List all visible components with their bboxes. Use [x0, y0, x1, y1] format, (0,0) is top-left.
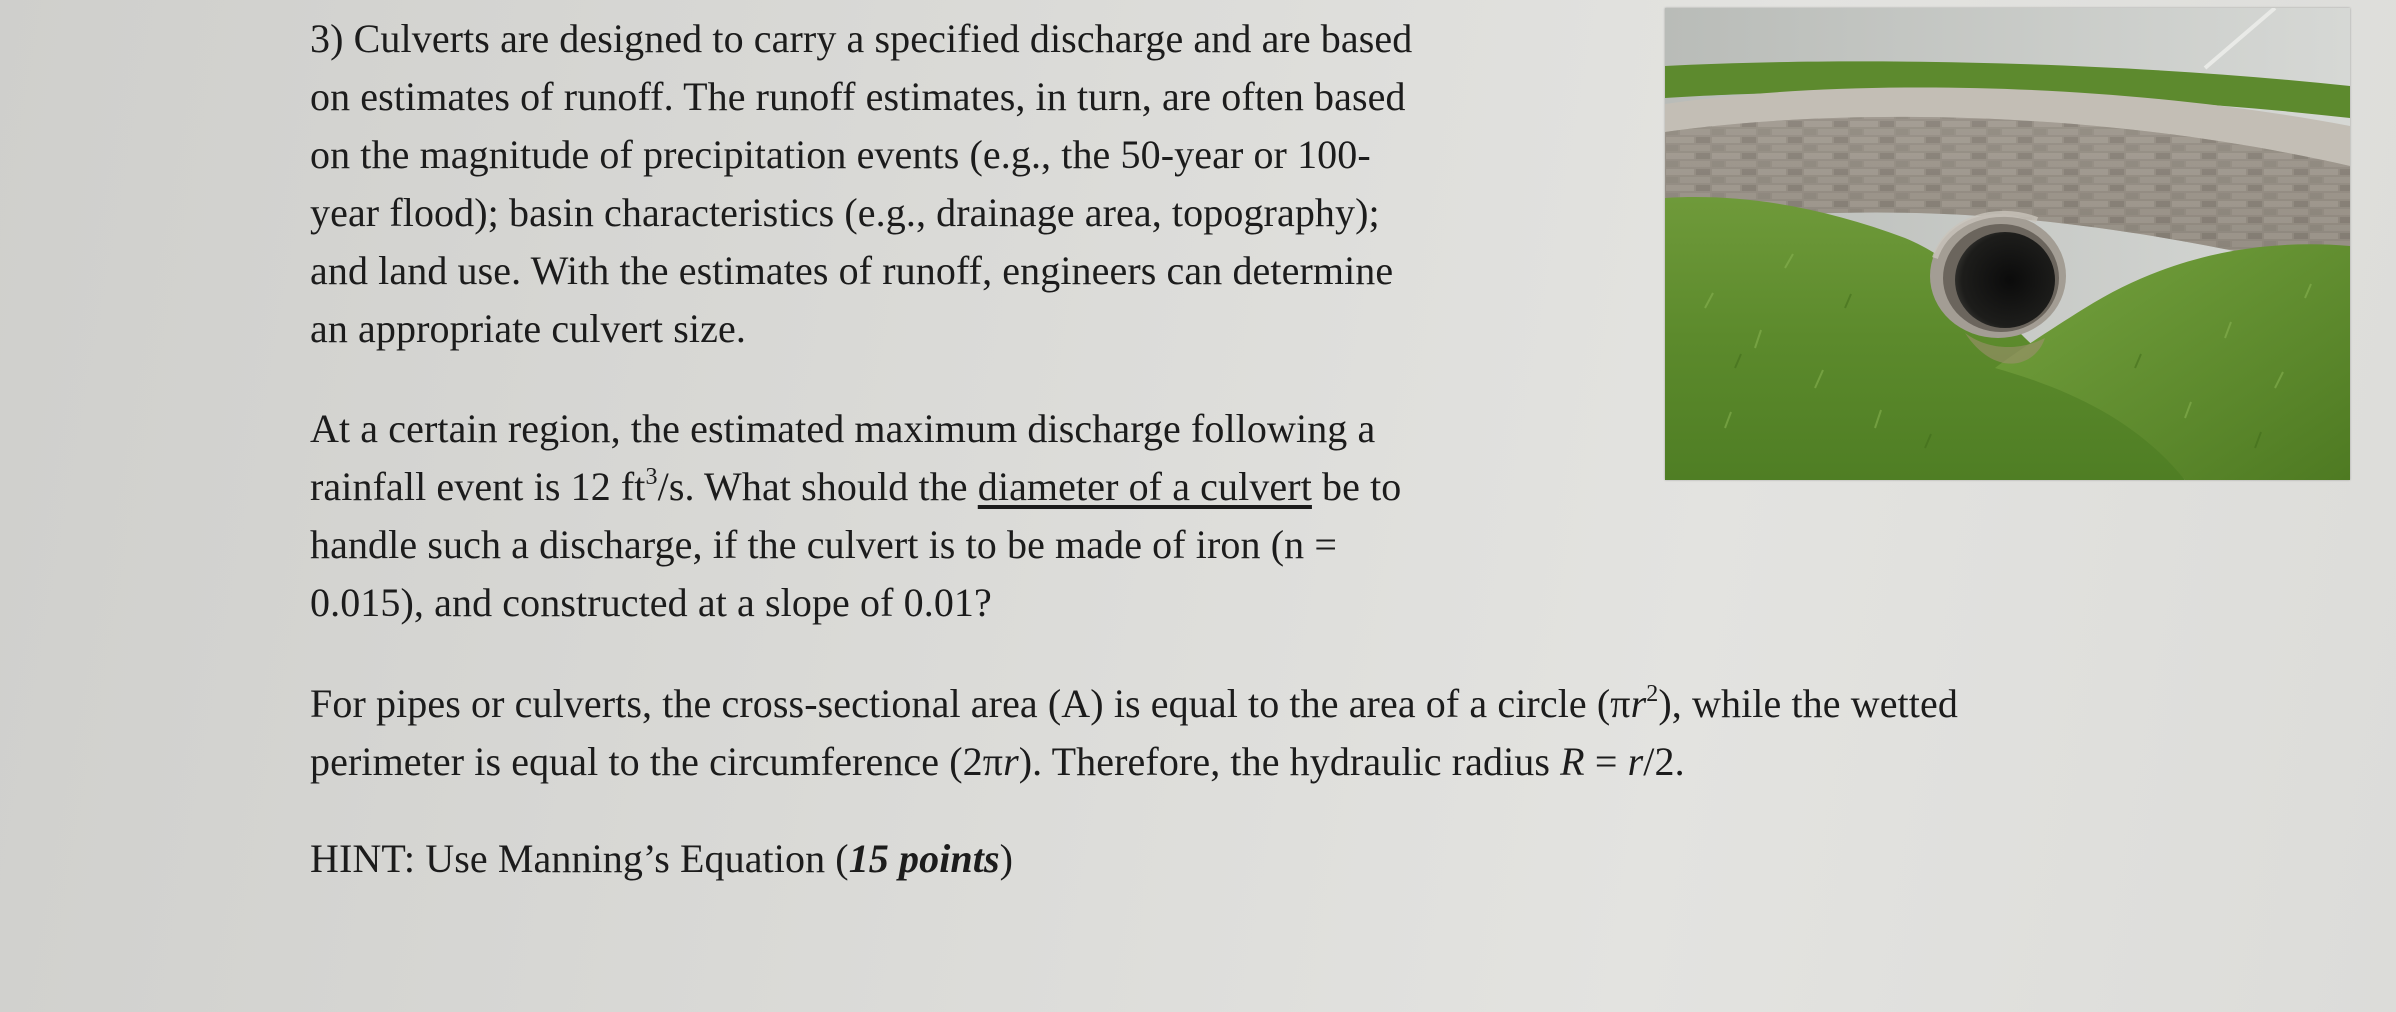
intro-paragraph [310, 10, 1655, 358]
hint-paragraph [310, 830, 1910, 888]
intro-line: on the magnitude of precipitation events (e.g., the 50-year or 100- [310, 132, 1371, 177]
question-paragraph [310, 400, 1620, 632]
points-value: 15 points [848, 836, 1000, 881]
intro-line: an appropriate culvert size. [310, 306, 746, 351]
hint-line [310, 830, 1910, 888]
underlined-term: diameter of a culvert [977, 464, 1312, 509]
geometry-line [310, 733, 2310, 791]
variable-R: R [1560, 739, 1585, 784]
note-text: ). Therefore, the hydraulic radius [1018, 739, 1561, 784]
geometry-line [310, 675, 2310, 733]
question-text: be to [1311, 464, 1402, 509]
exponent: 2 [1646, 681, 1659, 707]
hint-text: HINT: Use Manning’s Equation ( [310, 836, 849, 881]
equals-sign: = [1584, 739, 1628, 784]
note-text: For pipes or culverts, the cross-sectional area (A) is equal to the area of a circle (π [310, 681, 1631, 726]
variable-r: r [1630, 681, 1647, 726]
variable-r: r [1003, 739, 1019, 784]
variable-r: r [1627, 739, 1644, 784]
question-line: handle such a discharge, if the culvert is to be made of iron (n = [310, 522, 1337, 567]
intro-line: and land use. With the estimates of runoff, engineers can determine [310, 248, 1394, 293]
hint-text: ) [999, 836, 1014, 881]
question-line [310, 458, 1620, 516]
exponent: 3 [645, 464, 658, 490]
question-text: /s. What should the [657, 464, 978, 509]
note-text: perimeter is equal to the circumference (2π [310, 739, 1004, 784]
intro-line: year flood); basin characteristics (e.g., drainage area, topography); [310, 190, 1380, 235]
question-line: At a certain region, the estimated maximum discharge following a [310, 406, 1376, 451]
question-text: rainfall event is 12 ft [310, 464, 646, 509]
geometry-note-paragraph [310, 675, 2310, 791]
culvert-photo [1665, 8, 2350, 480]
note-text: /2. [1643, 739, 1685, 784]
culvert-photo-drawing [1665, 8, 2350, 480]
question-line: 0.015), and constructed at a slope of 0.01? [310, 580, 992, 625]
intro-line: on estimates of runoff. The runoff estimates, in turn, are often based [310, 74, 1406, 119]
intro-line: 3) Culverts are designed to carry a specified discharge and are based [310, 16, 1413, 61]
note-text: ), while the wetted [1658, 681, 1958, 726]
